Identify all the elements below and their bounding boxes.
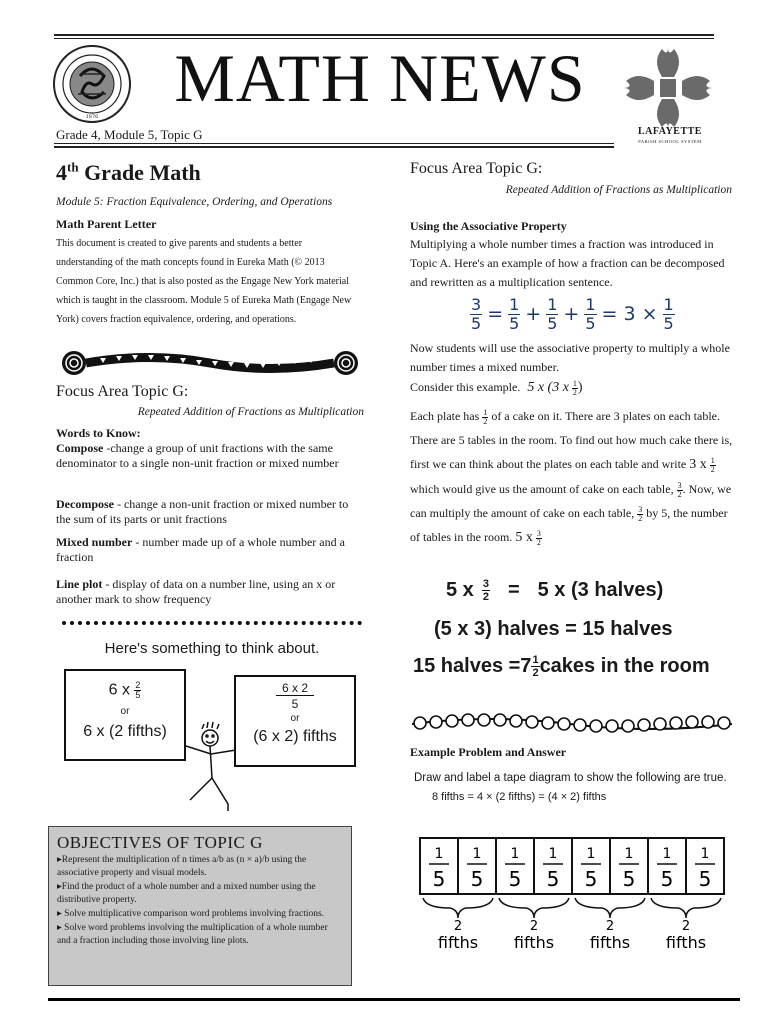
think-box-1: 6 x $\frac{2}{5}$ or 6 x (2 fifths) — [64, 669, 186, 761]
decorative-spiral-divider-icon — [60, 350, 360, 376]
header-bottom-rule — [54, 143, 614, 144]
tape-unit-denominator: 5 — [622, 867, 636, 891]
tape-group-label-word: fifths — [589, 933, 631, 952]
newsletter-title: MATH NEWS — [174, 40, 586, 116]
objective-item: ▸ Solve word problems involving the multiplication of a whole number and a fraction including those involving line plots. — [57, 923, 328, 946]
objective-item: ▸Find the product of a whole number and a mixed number using the distributive property. — [57, 882, 316, 905]
tape-group-label-word: fifths — [437, 933, 479, 952]
objectives-title: OBJECTIVES OF TOPIC G — [57, 833, 263, 852]
word-mixed-number: Mixed number - number made up of a whole number and a fraction — [56, 535, 345, 564]
now-students-text: Now students will use the associative property to multiply a whole number times a mixed number. — [410, 341, 730, 374]
tape-group-brace — [651, 898, 721, 918]
tape-unit-denominator: 5 — [584, 867, 598, 891]
left-focus-title: Focus Area Topic G: — [56, 383, 189, 400]
example-line-1: Draw and label a tape diagram to show the following are true. — [414, 772, 727, 784]
tape-unit-numerator: 1 — [548, 846, 558, 862]
tape-group-brace — [575, 898, 645, 918]
decomposition-equation: $\frac{3}{5}$ = $\frac{1}{5}$ + $\frac{1}{5}$ + $\frac{1}{5}$ = 3 × $\frac{1}{5}$ — [471, 294, 674, 333]
tape-unit-numerator: 1 — [586, 846, 596, 862]
parent-letter-title: Math Parent Letter — [56, 217, 157, 231]
logo-name: LAFAYETTE — [638, 126, 702, 137]
think-box-2: 6 x 2 5 or (6 x 2) fifths — [234, 675, 356, 767]
tape-group-label-word: fifths — [665, 933, 707, 952]
logo-subtitle: PARISH SCHOOL SYSTEM — [638, 139, 702, 144]
word-decompose: Decompose - change a non-unit fraction or mixed number to the sum of its parts or unit fractions — [56, 497, 349, 526]
tape-unit-denominator: 5 — [432, 867, 446, 891]
tape-group-brace — [499, 898, 569, 918]
dotted-divider — [62, 621, 362, 625]
tape-group-label-number: 2 — [453, 919, 463, 934]
words-title: Words to Know: — [56, 426, 141, 440]
word-line-plot: Line plot - display of data on a number line, using an x or another mark to show frequency — [56, 577, 336, 606]
tape-unit-denominator: 5 — [698, 867, 712, 891]
handwritten-line-1: 5 x $\frac{3}{2}$ = 5 x (3 halves) — [446, 578, 664, 603]
word-compose: Compose -change a group of unit fractions with the same denominator to a single non-unit fraction or mixed number — [56, 441, 339, 470]
tape-unit-denominator: 5 — [660, 867, 674, 891]
consider-example: Consider this example. 5 x (3 x $\frac{1}{2}$ ) — [410, 378, 583, 397]
associative-body: Multiplying a whole number times a fraction was introduced in Topic A. Here's an example of how a fraction can be decomposed and rewritten as a multiplication sentence. — [410, 237, 725, 289]
tape-diagram — [414, 834, 730, 958]
parent-letter-body: This document is created to give parents and students a better understanding of the math concepts found in Eureka Math (© 2013 Common Core, Inc.) that is also posted as the Engage New York material which is taught in the classroom. Module 5 of Eureka Math (Engage New York) covers fraction equivalence, ordering, and operations. — [56, 238, 352, 325]
left-focus-subtitle: Repeated Addition of Fractions as Multiplication — [137, 406, 364, 418]
right-focus-title: Focus Area Topic G: — [410, 160, 543, 177]
right-focus-subtitle: Repeated Addition of Fractions as Multiplication — [505, 184, 732, 196]
example-title: Example Problem and Answer — [410, 745, 567, 759]
module-subtitle: Module 5: Fraction Equivalence, Ordering, and Operations — [56, 196, 333, 208]
parish-seal-icon — [52, 44, 132, 124]
tape-group-label-number: 2 — [681, 919, 691, 934]
handwritten-line-3: 15 halves =7 $\frac{1}{2}$ cakes in the room — [413, 654, 710, 679]
tape-group-label-number: 2 — [605, 919, 615, 934]
svg-text:1876: 1876 — [85, 114, 99, 120]
tape-unit-numerator: 1 — [700, 846, 710, 862]
decorative-beads-divider-icon — [410, 710, 734, 736]
header-top-rule — [54, 34, 714, 36]
lafayette-cross-logo-icon — [622, 40, 714, 136]
tape-unit-numerator: 1 — [434, 846, 444, 862]
objective-item: ▸Represent the multiplication of n times a/b as (n × a)/b using the associative property and visual models. — [57, 855, 307, 878]
tape-unit-numerator: 1 — [662, 846, 672, 862]
example-line-2: 8 fifths = 4 × (2 fifths) = (4 × 2) fifths — [432, 791, 607, 803]
grade-module-label: Grade 4, Module 5, Topic G — [56, 127, 203, 142]
grade-title: 4th Grade Math — [56, 160, 201, 186]
header-bottom-rule-thick — [54, 146, 614, 148]
tape-unit-numerator: 1 — [510, 846, 520, 862]
tape-group-label-word: fifths — [513, 933, 555, 952]
objectives-box — [48, 826, 352, 986]
objective-item: ▸ Solve multiplicative comparison word problems involving fractions. — [57, 909, 325, 919]
tape-unit-numerator: 1 — [624, 846, 634, 862]
footer-rule — [48, 998, 740, 1001]
tape-unit-denominator: 5 — [508, 867, 522, 891]
handwritten-line-2: (5 x 3) halves = 15 halves — [434, 618, 673, 640]
tape-group-label-number: 2 — [529, 919, 539, 934]
header-top-rule-thin — [54, 38, 714, 39]
stick-figure-icon — [180, 716, 240, 812]
associative-title: Using the Associative Property — [410, 219, 567, 233]
tape-group-brace — [423, 898, 493, 918]
tape-unit-numerator: 1 — [472, 846, 482, 862]
plate-word-problem: Each plate has $\frac{1}{2}$ of a cake on it. There are 3 plates on each table. There are 5 tables in the room. To find out how much cake there is, first we can think about the plates on each table and write 3 x $\frac{1}{2}$ which would give us the amount of cake on each table, $\frac{3}{2}$ . Now, we can multiply the amount of cake on each table, $\frac{3}{2}$ by 5, the number of tables in the room. 5 x $\frac{3}{2}$ — [410, 407, 733, 547]
think-about-heading: Here's something to think about. — [104, 640, 320, 657]
tape-unit-denominator: 5 — [470, 867, 484, 891]
tape-unit-denominator: 5 — [546, 867, 560, 891]
